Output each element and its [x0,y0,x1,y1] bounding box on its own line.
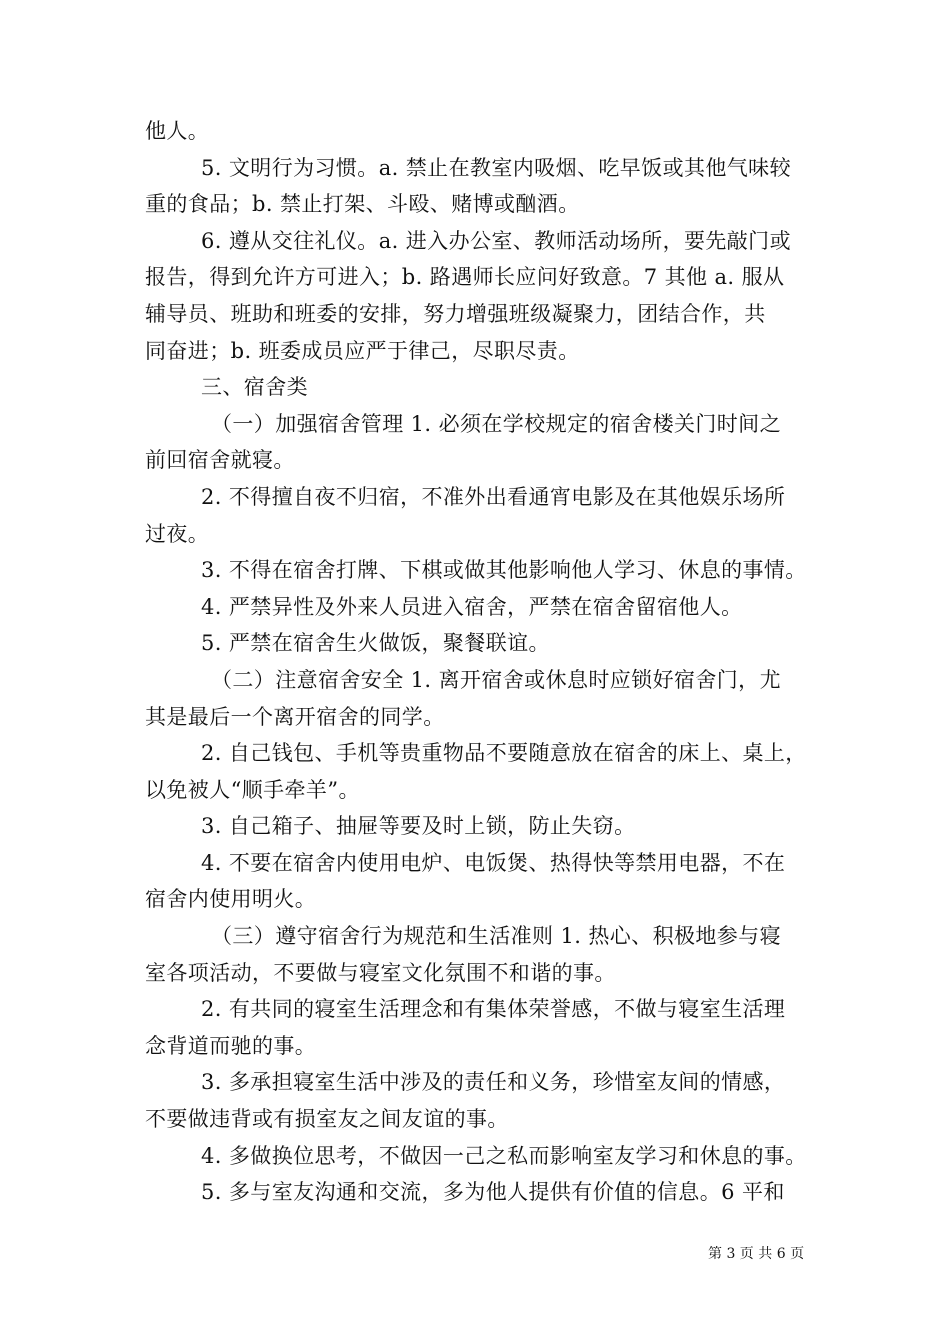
text-line: （二）注意宿舍安全 1. 离开宿舍或休息时应锁好宿舍门，尤 [211,667,781,692]
text-line: 2. 不得擅自夜不归宿，不准外出看通宵电影及在其他娱乐场所 [201,484,786,509]
document-body [145,113,809,1211]
text-line: 5. 严禁在宿舍生火做饭，聚餐联谊。 [201,631,550,656]
text-line: 其是最后一个离开宿舍的同学。 [145,704,445,729]
section-heading: 三、宿舍类 [201,375,308,400]
text-line: 2. 自己钱包、手机等贵重物品不要随意放在宿舍的床上、桌上， [201,741,807,766]
text-line: 4. 不要在宿舍内使用电炉、电饭煲、热得快等禁用电器，不在 [201,850,786,875]
text-line: 念背道而驰的事。 [145,1033,317,1058]
page-number-footer: 第 3 页 共 6 页 [708,1246,805,1262]
text-line: 4. 多做换位思考，不做因一己之私而影响室友学习和休息的事。 [201,1143,807,1168]
text-line: 他人。 [145,119,210,143]
text-line: 3. 不得在宿舍打牌、下棋或做其他影响他人学习、休息的事情。 [201,558,807,583]
text-line: 3. 多承担寝室生活中涉及的责任和义务，珍惜室友间的情感， [201,1070,786,1095]
text-line: 辅导员、班助和班委的安排，努力增强班级凝聚力，团结合作，共 [145,301,766,326]
text-line: 重的食品；b. 禁止打架、斗殴、赌博或酗酒。 [145,192,580,217]
text-line: 2. 有共同的寝室生活理念和有集体荣誉感，不做与寝室生活理 [201,997,786,1022]
text-line: 5. 多与室友沟通和交流，多为他人提供有价值的信息。6 平和 [201,1180,785,1205]
text-line: （一）加强宿舍管理 1. 必须在学校规定的宿舍楼关门时间之 [211,411,781,436]
text-line: 过夜。 [145,521,210,546]
text-line: （三）遵守宿舍行为规范和生活准则 1. 热心、积极地参与寝 [211,924,781,949]
text-line: 宿舍内使用明火。 [145,887,317,912]
text-line: 不要做违背或有损室友之间友谊的事。 [145,1107,509,1132]
text-line: 4. 严禁异性及外来人员进入宿舍，严禁在宿舍留宿他人。 [201,594,743,619]
text-line: 同奋进；b. 班委成员应严于律己，尽职尽责。 [145,338,580,363]
text-line: 5. 文明行为习惯。a. 禁止在教室内吸烟、吃早饭或其他气味较 [201,155,791,180]
text-line: 3. 自己箱子、抽屉等要及时上锁，防止失窃。 [201,814,636,839]
text-line: 报告，得到允许方可进入；b. 路遇师长应问好致意。7 其他 a. 服从 [145,265,785,290]
text-line: 前回宿舍就寝。 [145,448,295,473]
text-line: 6. 遵从交往礼仪。a. 进入办公室、教师活动场所，要先敲门或 [201,228,791,253]
text-line: 室各项活动，不要做与寝室文化氛围不和谐的事。 [145,960,616,985]
text-line: 以免被人“顺手牵羊”。 [145,777,360,802]
